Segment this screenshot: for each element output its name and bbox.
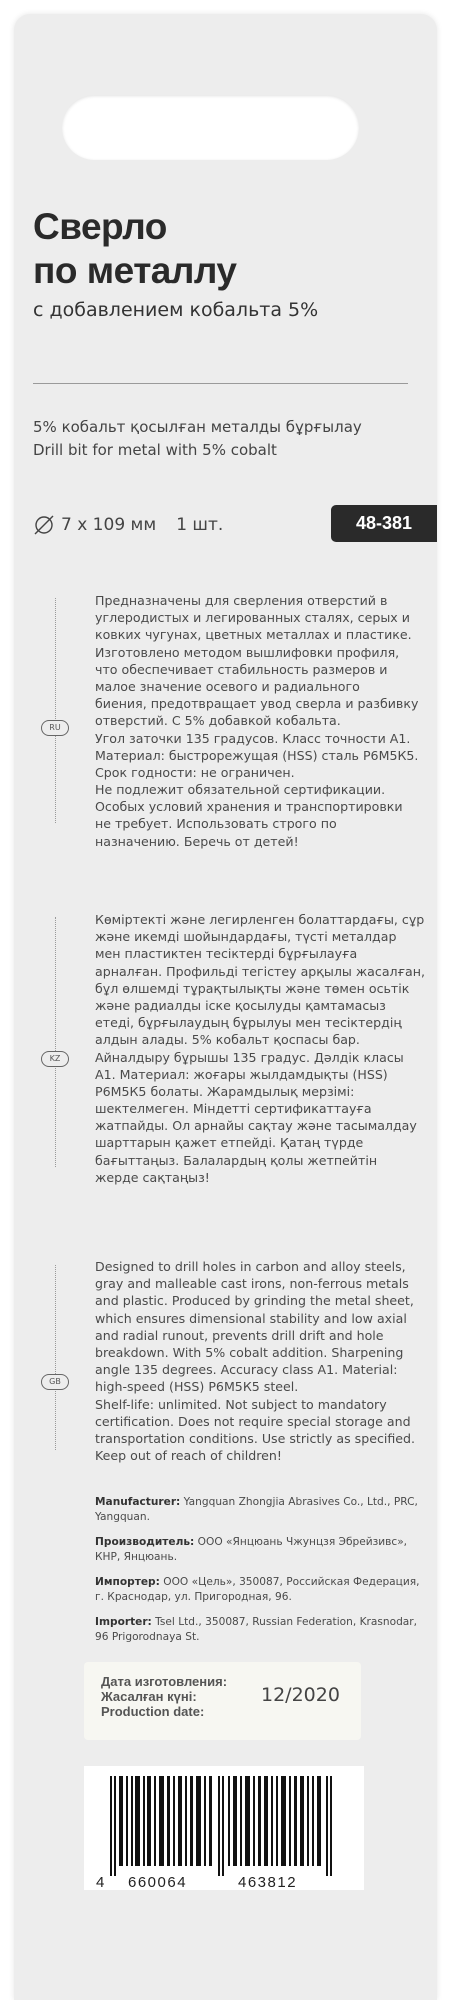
manufacturer-en [95, 1495, 425, 1525]
desc-line: малое значение осевого и радиального [95, 678, 360, 694]
title-line-1: Сверло [33, 206, 167, 247]
section-dotline [55, 1265, 56, 1450]
desc-line: алдын алады. 5% кобальт қоспасы бар. [95, 1032, 360, 1048]
date-label: Дата изготовления: [101, 1674, 228, 1689]
description-gb [95, 1258, 430, 1464]
section-dotline [55, 917, 56, 1167]
desc-line: and plastic. Produced by grinding the metal sheet, [95, 1293, 414, 1309]
legal-label: Manufacturer: [95, 1496, 181, 1508]
desc-line: Особых условий хранения и транспортировки [95, 799, 403, 815]
desc-line: А1. Материал: жоғары жылдамдықты (HSS) [95, 1066, 388, 1082]
desc-line: шарттарын қажет етпейді. Қатаң түрде [95, 1135, 364, 1151]
desc-line: және радиалды іске қосылуды қамтамасыз [95, 997, 386, 1013]
desc-line: жатпайды. Ол арнайы сақтау және тасымалдау [95, 1118, 417, 1134]
section-dotline [55, 598, 56, 823]
desc-line: which ensures dimensional stability and low axial [95, 1310, 407, 1326]
desc-line: етеді, бұрғылаудың бұрылуы мен тесіктердің [95, 1015, 402, 1031]
description-ru [95, 592, 430, 850]
desc-line: жерде сақтаңыз! [95, 1169, 210, 1185]
en-product-name: Drill bit for metal with 5% cobalt [33, 441, 277, 459]
legal-text: ООО «Цель», 350087, Российская Федерация, г. Краснодар, ул. Пригородная, 96. [95, 1576, 420, 1603]
size-row [33, 510, 223, 540]
legal-text: Tsel Ltd., 350087, Russian Federation, Krasnodar, 96 Prigorodnaya St. [95, 1616, 418, 1643]
legal-label: Импортер: [95, 1576, 160, 1588]
production-date-value: 12/2020 [261, 1684, 340, 1706]
legal-label: Производитель: [95, 1536, 195, 1548]
desc-line: углеродистых и легированных сталях, серых и [95, 610, 410, 626]
manufacturer-ru [95, 1535, 425, 1565]
desc-line: не требует. Использовать строго по [95, 816, 337, 832]
divider [33, 383, 408, 384]
description-kz [95, 911, 430, 1186]
desc-line: angle 135 degrees. Accuracy class A1. Material: [95, 1362, 398, 1378]
diameter-icon [33, 514, 55, 536]
sku-badge: 48-381 [331, 505, 437, 542]
desc-line: бұл өлшемді тұрақтылықты және төмен осьтік [95, 980, 410, 996]
desc-line: Предназначены для сверления отверстий в [95, 593, 388, 608]
barcode-bars [96, 1776, 352, 1876]
product-title [33, 205, 413, 293]
desc-line: high-speed (HSS) Р6М5К5 steel. [95, 1379, 299, 1395]
barcode-left-group: 660064 [128, 1874, 188, 1891]
importer-ru [95, 1575, 425, 1605]
desc-line: Keep out of reach of children! [95, 1448, 282, 1464]
desc-line: Срок годности: не ограничен. [95, 764, 295, 780]
desc-line: Designed to drill holes in carbon and alloy steels, [95, 1259, 406, 1274]
desc-line: ковких чугунах, цветных металлах и пластике. [95, 627, 412, 643]
desc-line: Айналдыру бұрышы 135 градус. Дәлдік класы [95, 1049, 404, 1065]
quantity-value: 1 шт. [176, 515, 224, 535]
desc-line: gray and malleable cast irons, non-ferrous metals [95, 1276, 409, 1292]
barcode [84, 1766, 364, 1890]
lang-badge-ru: RU [41, 720, 69, 736]
desc-line: арналған. Профильді тегістеу арқылы жасалған, [95, 963, 425, 979]
desc-line: мен пластиктен тесіктерді бұрғылауға [95, 946, 358, 962]
size-value: 7 x 109 мм [61, 515, 157, 535]
kz-product-name: 5% кобальт қосылған металды бұрғылау [33, 418, 362, 436]
hang-hole [62, 95, 359, 160]
legal-text: ООО «Янцюань Чжунцзя Эбрейзивс», КНР, Янцюань. [95, 1536, 408, 1563]
production-date-box [84, 1662, 361, 1740]
desc-line: Угол заточки 135 градусов. Класс точности А1. [95, 730, 411, 746]
desc-line: Shelf-life: unlimited. Not subject to mandatory [95, 1396, 387, 1412]
importer-en [95, 1615, 425, 1645]
desc-line: certification. Does not require special storage and [95, 1413, 411, 1429]
desc-line: бағыттаңыз. Балалардың қолы жетпейтін [95, 1152, 378, 1168]
desc-line: Материал: быстрорежущая (HSS) сталь Р6М5К5. [95, 747, 419, 763]
barcode-right-group: 463812 [238, 1874, 298, 1891]
desc-line: and radial runout, prevents drill drift and hole [95, 1327, 384, 1343]
desc-line: Не подлежит обязательной сертификации. [95, 782, 386, 798]
desc-line: breakdown. With 5% cobalt addition. Sharpening [95, 1344, 404, 1360]
desc-line: Изготовлено методом вышлифовки профиля, [95, 644, 400, 660]
desc-line: шектелмеген. Міндетті сертификаттауға [95, 1101, 372, 1117]
lang-badge-kz: KZ [41, 1051, 69, 1067]
desc-line: Көміртекті және легирленген болаттардағы, сұр [95, 912, 425, 927]
desc-line: және икемді шойындардағы, түсті металдар [95, 929, 397, 945]
desc-line: отверстий. С 5% добавкой кобальта. [95, 713, 341, 729]
desc-line: Р6М5К5 болаты. Жарамдылық мерзімі: [95, 1083, 355, 1099]
legal-label: Importer: [95, 1616, 152, 1628]
legal-text: Yangquan Zhongjia Abrasives Co., Ltd., PRC, Yangquan. [95, 1496, 418, 1523]
title-line-2: по металлу [33, 250, 237, 291]
date-labels [101, 1674, 227, 1719]
barcode-first-digit: 4 [96, 1874, 106, 1891]
date-label: Production date: [101, 1704, 205, 1719]
desc-line: назначению. Беречь от детей! [95, 833, 299, 849]
product-subtitle: с добавлением кобальта 5% [33, 299, 319, 321]
date-label: Жасалған күні: [101, 1689, 197, 1704]
lang-badge-gb: GB [41, 1374, 69, 1390]
desc-line: что обеспечивает стабильность размеров и [95, 661, 388, 677]
desc-line: transportation conditions. Use strictly as specified. [95, 1430, 416, 1446]
desc-line: биения, предотвращает увод сверла и разбивку [95, 696, 419, 712]
